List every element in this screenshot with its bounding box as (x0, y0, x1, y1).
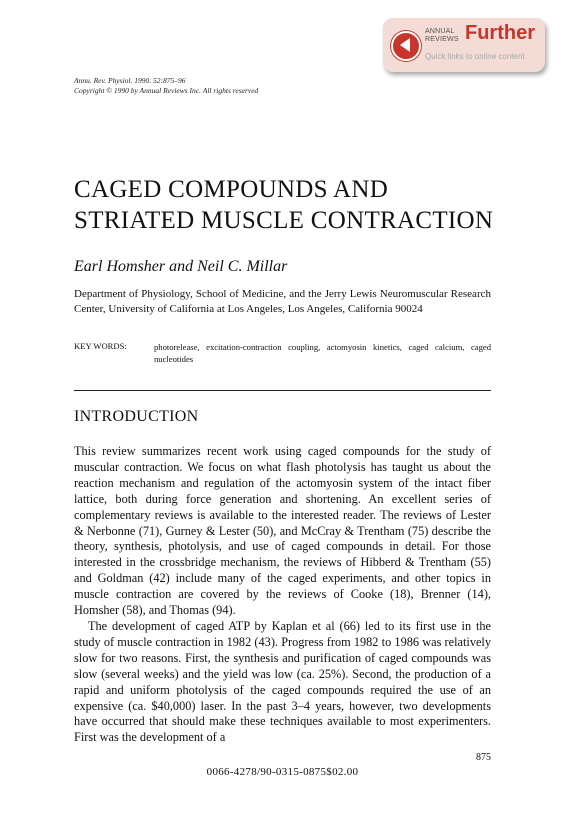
badge-annual-text: ANNUAL (425, 28, 455, 35)
body-paragraph-1: This review summarizes recent work using caged compounds for the study of muscular contraction. We focus on what flash photolysis has taught us about the reaction mechanism and regulation of the actomyosin system of the intact fiber lattice, both during force generation and shortening. An excellent series of complementary reviews is available to the interested reader. The reviews of Lester & Nerbonne (71), Gurney & Lester (50), and McCray & Trentham (75) describe the theory, synthesis, photolysis, and use of caged compounds in detail. For those interested in the crossbridge mechanism, the reviews of Hibberd & Trentham (55) and Goldman (42) include many of the caged experiments, and other topics in muscle contraction are covered by the reviews of Cooke (18), Brenner (14), Homsher (58), and Thomas (94). (74, 444, 491, 618)
badge-annual-reviews-label (425, 28, 465, 44)
keywords-list: photorelease, excitation-contraction coupling, actomyosin kinetics, caged calcium, caged nucleotides (154, 342, 491, 364)
title-line-2: STRIATED MUSCLE CONTRACTION (74, 207, 494, 234)
back-arrow-icon (391, 31, 421, 61)
badge-reviews-text: REVIEWS (425, 36, 459, 43)
title-line-1: CAGED COMPOUNDS AND (74, 176, 389, 203)
author-affiliation: Department of Physiology, School of Medicine, and the Jerry Lewis Neuromuscular Research Center, University of California at Los Angeles, Los Angeles, California 90024 (74, 288, 491, 315)
keywords-label: KEY WORDS: (74, 341, 127, 351)
footer-code: 0066-4278/90-0315-0875$02.00 (206, 766, 359, 778)
page-number: 875 (476, 752, 491, 763)
article-title (74, 174, 493, 236)
journal-citation: Annu. Rev. Physiol. 1990. 52:875–96 (74, 76, 186, 85)
arrow-left-icon (399, 38, 411, 52)
section-heading-introduction: INTRODUCTION (74, 408, 199, 425)
badge-subtitle: Quick links to online content (425, 52, 525, 61)
body-paragraph-2: The development of caged ATP by Kaplan et al (66) led to its first use in the study of muscle contraction in 1982 (43). Progress from 1982 to 1986 was relatively slow for two reasons. First, the synthesis and purification of caged compounds was slow (several weeks) and the yield was low (ca. 25%). Second, the production of a rapid and uniform photolysis of the caged compounds required the use of an expensive (ca. $40,000) laser. In the past 3–4 years, however, two developments have occurred that should make these techniques available to most experimenters. First was the development of a (74, 619, 491, 745)
author-names: Earl Homsher and Neil C. Millar (74, 258, 288, 275)
copyright-notice: Copyright © 1990 by Annual Reviews Inc. All rights reserved (74, 86, 259, 95)
badge-further-text: Further (465, 22, 535, 44)
further-reviews-badge[interactable] (383, 18, 545, 72)
section-divider (74, 390, 491, 391)
